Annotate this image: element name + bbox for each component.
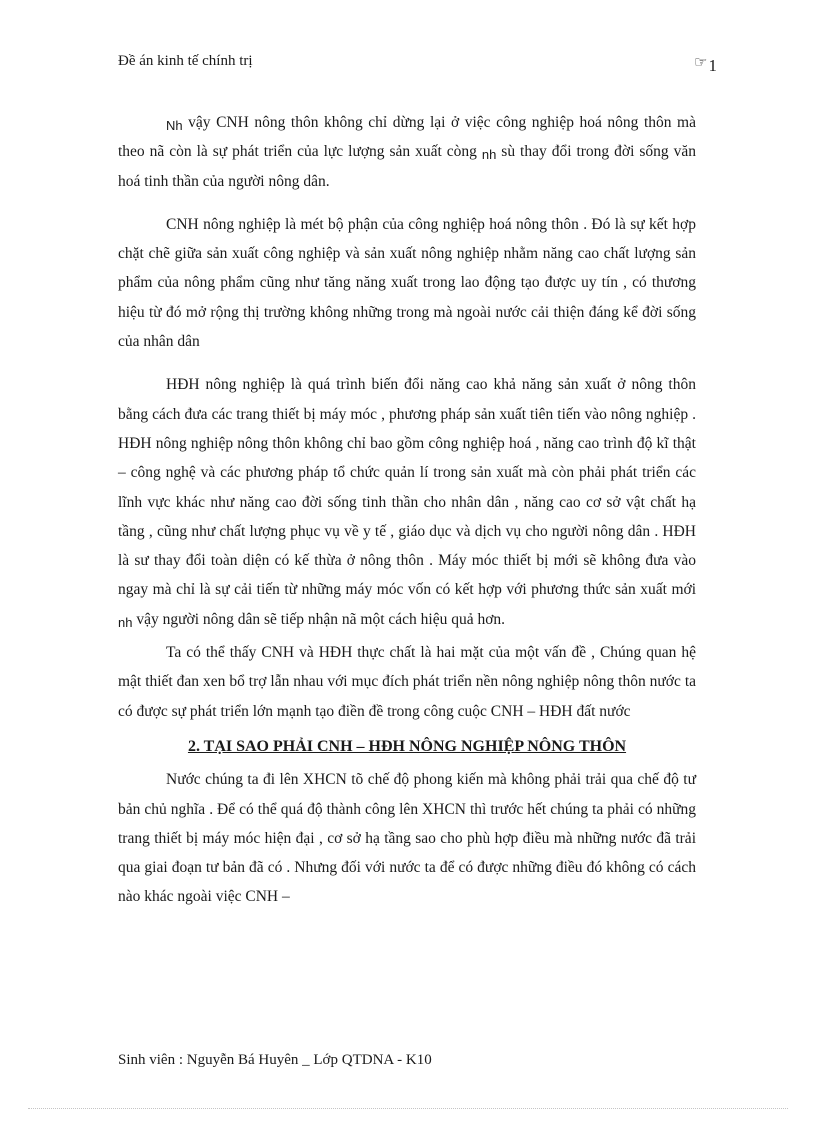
paragraph-1-fragment: nh (481, 147, 497, 163)
section-paragraph: Nước chúng ta đi lên XHCN tõ chế độ phong kiến mà không phải trải qua chế độ tư bản chủ nghĩa . Để có thể quá độ thành công lên XHCN thì trước hết chúng ta phải có những trang thiết bị máy móc hiện đại , cơ sở hạ tầng sao cho phù hợp điều mà những nước đã trải qua giai đoạn tư bản đã có . Nhưng đối với nước ta để có được những điều đó không có cách nào khác ngoài việc CNH – (118, 771, 696, 906)
paragraph-2: CNH nông nghiệp là mét bộ phận của công nghiệp hoá nông thôn . Đó là sự kết hợp chặt chẽ giữa sản xuất công nghiệp và sản xuất nông nghiệp nhằm năng cao chất lượng sản phẩm của nông phẩm cũng như tăng năng xuất trong lao động tạo được uy tín , có thương hiệu từ đó mở rộng thị trường không những trong mà ngoài nước cải thiện đáng kể đời sống của nhân dân (118, 215, 696, 351)
paragraph-3 (118, 370, 696, 634)
footer-text: Sinh viên : Nguyễn Bá Huyên _ Lớp QTDNA - K10 (118, 1052, 432, 1068)
page-number: 1 (708, 56, 717, 75)
header-title: Đề án kinh tế chính trị (118, 53, 253, 69)
document-body (118, 108, 696, 912)
paragraph-1-fragment: Nh (166, 118, 183, 133)
pointing-hand-icon: ☞ (694, 55, 708, 71)
paragraph-3-text: HĐH nông nghiệp là quá trình biến đổi năng cao khả năng sản xuất ở nông thôn bằng cách đưa các trang thiết bị máy móc , phương pháp sản xuất tiên tiến vào nông nghiệp . HĐH nông nghiệp nông thôn không chỉ bao gồm công nghiệp hoá , năng cao trình độ kĩ thật – công nghệ và các phương pháp tổ chức quản lí trong sản xuất mà còn phải phát triển các lĩnh vực khác như năng cao đời sống tinh thần cho nhân dân , năng cao cơ sở vật chất hạ tầng , cũng như chất lượng phục vụ về y tế , giáo dục và dịch vụ cho người nông dân . HĐH là sư thay đổi toàn diện có kế thừa ở nông thôn . Máy móc thiết bị mới sẽ không đưa vào ngay mà chỉ là sự cải tiến từ những máy móc vốn có kết hợp với phương thức sản xuất mới (118, 376, 696, 599)
paragraph-1-text: sù thay đổi trong đời sống văn hoá tinh thần của người nông dân. (118, 143, 696, 190)
page-bottom-divider (28, 1108, 788, 1109)
paragraph-3-text: vậy người nông dân sẽ tiếp nhận nã một cách hiệu quả hơn. (132, 610, 506, 628)
section-heading: 2. TẠI SAO PHẢI CNH – HĐH NÔNG NGHIỆP NÔNG THÔN (187, 737, 627, 755)
paragraph-1 (118, 108, 696, 196)
paragraph-1-text: vậy CNH nông thôn không chỉ dừng lại ở việc công nghiệp hoá nông thôn mà theo nã còn là sự phát triển của lực lượng sản xuất còng (118, 114, 696, 161)
page-number-area (694, 53, 717, 76)
paragraph-3-fragment: nh (118, 614, 133, 630)
paragraph-4: Ta có thể thấy CNH và HĐH thực chất là hai mặt của một vấn đề , Chúng quan hệ mật thiết đan xen bổ trợ lẫn nhau với mục đích phát triển nền nông nghiệp nông thôn nước ta có được sự phát triển lớn mạnh tạo điền đề trong công cuộc CNH – HĐH đất nước (118, 644, 696, 720)
